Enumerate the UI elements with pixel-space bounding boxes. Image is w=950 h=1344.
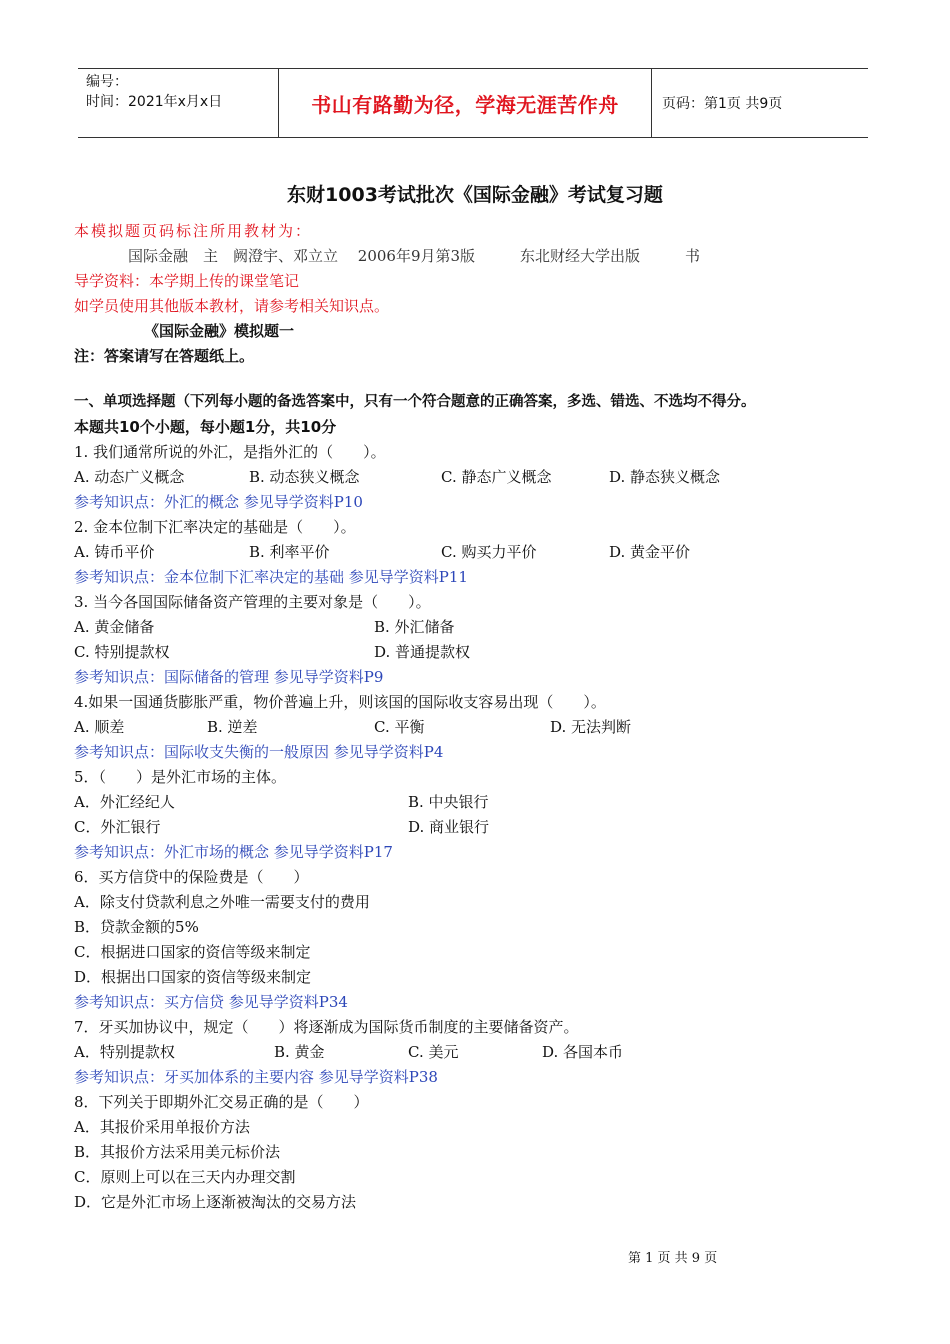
- options-row: [74, 640, 874, 665]
- options-row: [74, 790, 874, 815]
- option-b: B．贷款金额的5%: [74, 918, 199, 936]
- page-footer: 第 1 页 共 9 页: [628, 1251, 718, 1266]
- option-a: A. 黄金储备: [74, 618, 155, 636]
- option-d: D. 普通提款权: [374, 643, 471, 661]
- option-c: C．外汇银行: [74, 818, 161, 836]
- option-a: A．外汇经纪人: [74, 793, 175, 811]
- option-d: D. 黄金平价: [609, 543, 691, 561]
- options-row: [74, 815, 874, 840]
- option-b: B. 利率平价: [249, 543, 330, 561]
- time-label: 时间：2021年x月x日: [86, 94, 223, 110]
- option-c: C. 特别提款权: [74, 643, 170, 661]
- option-b: B. 外汇储备: [374, 618, 455, 636]
- option-a: A. 动态广义概念: [74, 468, 185, 486]
- option-a: A．特别提款权: [74, 1043, 175, 1061]
- options-row: [74, 540, 874, 565]
- header-page-info: 页码：第1页 共9页: [662, 96, 783, 112]
- textbook-note: 本模拟题页码标注所用教材为：: [74, 222, 313, 240]
- option-c: C．根据进口国家的资信等级来制定: [74, 943, 311, 961]
- question-3: 3. 当今各国国际储备资产管理的主要对象是（ ）。: [74, 593, 431, 611]
- option-b: B. 动态狭义概念: [249, 468, 360, 486]
- reference-note: 参考知识点：买方信贷 参见导学资料P34: [74, 993, 348, 1011]
- option-a: A. 铸币平价: [74, 543, 155, 561]
- option-b: B. 逆差: [207, 718, 258, 736]
- question-1: 1. 我们通常所说的外汇，是指外汇的（ ）。: [74, 443, 386, 461]
- option-a: A. 顺差: [74, 718, 125, 736]
- option-d: D．根据出口国家的资信等级来制定: [74, 968, 312, 986]
- options-row: [74, 715, 874, 740]
- options-row: [74, 615, 874, 640]
- question-6: 6．买方信贷中的保险费是（ ）: [74, 868, 309, 886]
- sim-title: 《国际金融》模拟题一: [144, 322, 295, 340]
- reference-note: 参考知识点：外汇市场的概念 参见导学资料P17: [74, 843, 393, 861]
- option-d: D. 无法判断: [550, 718, 632, 736]
- question-4: 4.如果一国通货膨胀严重，物价普遍上升，则该国的国际收支容易出现（ ）。: [74, 693, 606, 711]
- options-row: [74, 1040, 874, 1065]
- question-7: 7．牙买加协议中，规定（ ）将逐渐成为国际货币制度的主要储备资产。: [74, 1018, 579, 1036]
- other-edition-note: 如学员使用其他版本教材，请参考相关知识点。: [74, 297, 390, 315]
- option-c: C. 购买力平价: [441, 543, 537, 561]
- document-body: [74, 219, 874, 1215]
- option-a: A．除支付贷款利息之外唯一需要支付的费用: [74, 893, 370, 911]
- option-d: D. 商业银行: [408, 818, 490, 836]
- page-header: [78, 68, 868, 138]
- option-d: D. 静态狭义概念: [609, 468, 721, 486]
- reference-note: 参考知识点：国际储备的管理 参见导学资料P9: [74, 668, 384, 686]
- option-c: C. 平衡: [374, 718, 425, 736]
- options-row: [74, 465, 874, 490]
- header-meta: [78, 69, 279, 137]
- option-c: C. 美元: [408, 1043, 459, 1061]
- option-d: D. 各国本币: [542, 1043, 624, 1061]
- reference-note: 参考知识点：牙买加体系的主要内容 参见导学资料P38: [74, 1068, 438, 1086]
- reference-note: 参考知识点：外汇的概念 参见导学资料P10: [74, 493, 363, 511]
- header-motto: 书山有路勤为径，学海无涯苦作舟: [279, 69, 652, 137]
- section-heading: 一、单项选择题（下列每小题的备选答案中，只有一个符合题意的正确答案，多选、错选、不选均不得分。: [74, 394, 756, 410]
- option-a: A．其报价采用单报价方法: [74, 1118, 250, 1136]
- reference-note: 参考知识点：国际收支失衡的一般原因 参见导学资料P4: [74, 743, 444, 761]
- option-b: B．其报价方法采用美元标价法: [74, 1143, 281, 1161]
- answer-note: 注：答案请写在答题纸上。: [74, 347, 255, 365]
- option-c: C. 静态广义概念: [441, 468, 552, 486]
- option-b: B. 黄金: [274, 1043, 325, 1061]
- question-2: 2. 金本位制下汇率决定的基础是（ ）。: [74, 518, 356, 536]
- textbook-line: 国际金融 主 阙澄宇、邓立立 2006年9月第3版 东北财经大学出版 书: [128, 247, 701, 265]
- section-subheading: 本题共10个小题，每小题1分，共10分: [74, 418, 337, 436]
- code-label: 编号：: [86, 74, 128, 90]
- question-8: 8．下列关于即期外汇交易正确的是（ ）: [74, 1093, 369, 1111]
- question-5: 5．（ ）是外汇市场的主体。: [74, 768, 287, 786]
- option-d: D．它是外汇市场上逐渐被淘汰的交易方法: [74, 1193, 357, 1211]
- option-b: B. 中央银行: [408, 793, 489, 811]
- document-title: 东财1003考试批次《国际金融》考试复习题: [287, 184, 663, 206]
- reference-note: 参考知识点：金本位制下汇率决定的基础 参见导学资料P11: [74, 568, 468, 586]
- option-c: C．原则上可以在三天内办理交割: [74, 1168, 296, 1186]
- guide-note: 导学资料：本学期上传的课堂笔记: [74, 272, 300, 290]
